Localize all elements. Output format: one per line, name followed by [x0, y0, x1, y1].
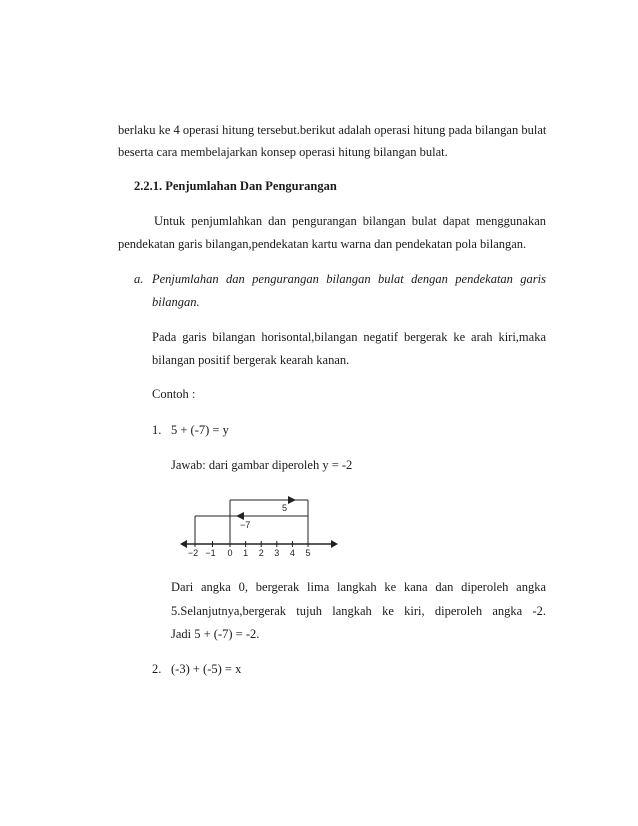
- tick-label: 5: [305, 548, 311, 558]
- tick-label: −2: [187, 548, 199, 558]
- tick-label: 1: [243, 548, 249, 558]
- explanation-line-1: Dari angka 0, bergerak lima langkah ke kana dan diperoleh angka: [171, 580, 546, 594]
- jawab-line: Jawab: dari gambar diperoleh y = -2: [171, 458, 353, 472]
- intro-line-1: berlaku ke 4 operasi hitung tersebut.berikut adalah operasi hitung pada bilangan bulat: [118, 123, 547, 137]
- tick-label: 2: [258, 548, 264, 558]
- tick-label: 4: [289, 548, 295, 558]
- number-line-right-arrow: [331, 540, 338, 548]
- upper-arrow-label: 5: [282, 503, 288, 513]
- paragraph-2-line-1: Pada garis bilangan horisontal,bilangan negatif bergerak ke arah kiri,maka: [152, 330, 546, 344]
- item-1-marker: 1.: [152, 423, 162, 437]
- item-2-expression: (-3) + (-5) = x: [171, 662, 242, 676]
- number-line-figure: [178, 490, 348, 560]
- paragraph-1-line-2: pendekatan garis bilangan,pendekatan kartu warna dan pendekatan pola bilangan.: [118, 237, 527, 251]
- sub-a-title-line-2: bilangan.: [152, 295, 200, 309]
- sub-a-marker: a.: [134, 272, 144, 286]
- sub-a-title-line-1: Penjumlahan dan pengurangan bilangan bulat dengan pendekatan garis: [152, 272, 546, 286]
- tick-label: 0: [227, 548, 233, 558]
- section-heading: 2.2.1. Penjumlahan Dan Pengurangan: [134, 179, 337, 193]
- tick-label: −1: [205, 548, 216, 558]
- number-line-tick-labels: [188, 548, 311, 558]
- intro-line-2: beserta cara membelajarkan konsep operasi hitung bilangan bulat.: [118, 145, 448, 159]
- paragraph-2-line-2: bilangan positif bergerak kearah kanan.: [152, 353, 350, 367]
- explanation-line-3: Jadi 5 + (-7) = -2.: [171, 627, 260, 641]
- contoh-label: Contoh :: [152, 387, 196, 401]
- item-2-marker: 2.: [152, 662, 162, 676]
- lower-arrow-head: [236, 512, 244, 520]
- tick-label: 3: [274, 548, 280, 558]
- number-line-left-arrow: [180, 540, 187, 548]
- explanation-line-2: 5.Selanjutnya,bergerak tujuh langkah ke kiri, diperoleh angka -2.: [171, 604, 546, 618]
- item-1-expression: 5 + (-7) = y: [171, 423, 229, 437]
- lower-arrow-label: −7: [240, 520, 251, 530]
- paragraph-1-line-1: Untuk penjumlahkan dan pengurangan bilangan bulat dapat menggunakan: [154, 214, 546, 228]
- upper-arrow-head: [288, 496, 296, 504]
